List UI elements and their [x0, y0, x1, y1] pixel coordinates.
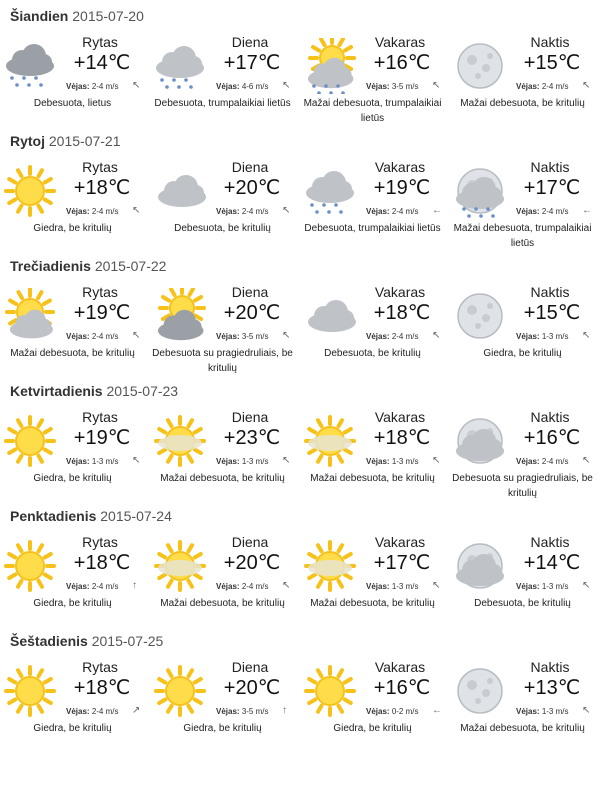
temperature: +17℃: [373, 552, 431, 574]
period-name: Rytas: [82, 659, 118, 675]
weather-description: Debesuota, be kritulių: [474, 598, 571, 609]
wind-label: Vėjas:: [516, 707, 540, 716]
day-date: 2015-07-22: [94, 258, 167, 274]
wind-label: Vėjas:: [366, 207, 390, 216]
wind-direction-icon: ↑: [132, 580, 137, 591]
day-name: Šeštadienis: [10, 633, 88, 649]
wind-info: [216, 582, 268, 591]
sun-cloud-icon: [2, 288, 58, 344]
wind-label: Vėjas:: [366, 332, 390, 341]
period-name: Vakaras: [374, 534, 426, 550]
wind-label: Vėjas:: [516, 457, 540, 466]
light-rain-cloud-icon: [152, 38, 208, 94]
weather-description: Debesuota, trumpalaikiai lietūs: [154, 98, 291, 109]
period-name: Diena: [231, 34, 269, 50]
period-forecast: [450, 284, 595, 374]
period-name: Rytas: [82, 534, 118, 550]
wind-info: [366, 82, 418, 91]
sun-cloud-rain-icon: [302, 38, 358, 94]
wind-info: [366, 332, 418, 341]
wind-direction-icon: ↖: [432, 580, 441, 591]
wind-label: Vėjas:: [216, 457, 240, 466]
temperature: +20℃: [223, 552, 281, 574]
temperature: +19℃: [73, 427, 131, 449]
wind-label: Vėjas:: [66, 457, 90, 466]
wind-speed: 2-4 m/s: [91, 707, 119, 716]
temperature: +18℃: [373, 302, 431, 324]
wind-info: [66, 207, 118, 216]
wind-info: [516, 457, 568, 466]
period-name: Vakaras: [374, 284, 426, 300]
temperature: +14℃: [73, 52, 131, 74]
light-rain-cloud-icon: [302, 163, 358, 219]
period-name: Vakaras: [374, 409, 426, 425]
period-name: Diena: [231, 659, 269, 675]
period-name: Diena: [231, 159, 269, 175]
wind-direction-icon: ↖: [582, 580, 591, 591]
wind-speed: 0-2 m/s: [391, 707, 419, 716]
wind-label: Vėjas:: [516, 582, 540, 591]
period-name: Rytas: [82, 409, 118, 425]
period-forecast: [0, 159, 145, 249]
wind-speed: 1-3 m/s: [91, 457, 119, 466]
wind-label: Vėjas:: [66, 582, 90, 591]
wind-info: [216, 332, 268, 341]
wind-direction-icon: ←: [432, 205, 442, 216]
period-forecast: [0, 409, 145, 499]
temperature: +16℃: [523, 427, 581, 449]
period-forecast: [150, 159, 295, 249]
wind-speed: 2-4 m/s: [91, 207, 119, 216]
weather-description: Mažai debesuota, be kritulių: [160, 598, 285, 609]
wind-label: Vėjas:: [216, 582, 240, 591]
wind-speed: 1-3 m/s: [391, 582, 419, 591]
day-name: Ketvirtadienis: [10, 383, 103, 399]
moon-cloud-icon: [452, 413, 508, 469]
period-name: Naktis: [530, 659, 570, 675]
wind-direction-icon: ↖: [132, 330, 141, 341]
wind-speed: 2-4 m/s: [91, 582, 119, 591]
weather-description: Giedra, be kritulių: [33, 223, 112, 234]
wind-speed: 2-4 m/s: [541, 82, 569, 91]
weather-description: Debesuota, be kritulių: [174, 223, 271, 234]
day-heading: [10, 8, 144, 24]
day-heading: [10, 508, 172, 524]
weather-description: Mažai debesuota, be kritulių: [310, 598, 435, 609]
wind-label: Vėjas:: [216, 707, 240, 716]
day-date: 2015-07-25: [91, 633, 164, 649]
sun-haze-icon: [302, 413, 358, 469]
wind-info: [366, 707, 418, 716]
sun-icon: [2, 163, 58, 219]
sun-icon: [2, 663, 58, 719]
wind-label: Vėjas:: [66, 207, 90, 216]
wind-direction-icon: ↖: [282, 80, 291, 91]
temperature: +18℃: [73, 677, 131, 699]
wind-speed: 2-4 m/s: [541, 457, 569, 466]
day-name: Trečiadienis: [10, 258, 91, 274]
wind-info: [516, 207, 568, 216]
period-name: Rytas: [82, 159, 118, 175]
period-name: Rytas: [82, 284, 118, 300]
moon-cloud-rain-icon: [452, 163, 508, 219]
weather-description: Debesuota su pragiedruliais, be kritulių: [452, 473, 593, 499]
wind-direction-icon: ↖: [582, 455, 591, 466]
wind-speed: 2-4 m/s: [541, 207, 569, 216]
day-heading: [10, 633, 163, 649]
wind-label: Vėjas:: [366, 82, 390, 91]
period-forecast: [0, 659, 145, 749]
sun-haze-icon: [152, 538, 208, 594]
wind-direction-icon: ↖: [282, 205, 291, 216]
wind-speed: 2-4 m/s: [241, 582, 269, 591]
weather-description: Debesuota su pragiedruliais, be kritulių: [152, 348, 293, 374]
period-name: Naktis: [530, 409, 570, 425]
wind-info: [66, 582, 118, 591]
period-forecast: [150, 659, 295, 749]
forecast-day: [0, 375, 600, 500]
period-name: Vakaras: [374, 159, 426, 175]
weather-description: Giedra, be kritulių: [183, 723, 262, 734]
wind-label: Vėjas:: [516, 332, 540, 341]
period-name: Diena: [231, 409, 269, 425]
weather-description: Giedra, be kritulių: [33, 473, 112, 484]
wind-speed: 3-5 m/s: [241, 707, 269, 716]
weather-description: Debesuota, lietus: [33, 98, 112, 109]
wind-direction-icon: ↖: [282, 580, 291, 591]
wind-info: [216, 82, 268, 91]
wind-direction-icon: ↖: [282, 455, 291, 466]
weather-description: Giedra, be kritulių: [33, 598, 112, 609]
wind-label: Vėjas:: [216, 332, 240, 341]
period-forecast: [450, 534, 595, 624]
temperature: +20℃: [223, 177, 281, 199]
wind-direction-icon: ↖: [132, 455, 141, 466]
period-forecast: [300, 34, 445, 124]
wind-label: Vėjas:: [66, 332, 90, 341]
wind-label: Vėjas:: [366, 707, 390, 716]
period-name: Vakaras: [374, 659, 426, 675]
wind-speed: 2-4 m/s: [91, 82, 119, 91]
wind-speed: 2-4 m/s: [391, 332, 419, 341]
weather-description: Mažai debesuota, be kritulių: [160, 473, 285, 484]
day-date: 2015-07-21: [48, 133, 121, 149]
wind-label: Vėjas:: [366, 582, 390, 591]
day-date: 2015-07-24: [100, 508, 172, 524]
moon-clear-icon: [452, 38, 508, 94]
wind-speed: 1-3 m/s: [541, 332, 569, 341]
wind-info: [66, 332, 118, 341]
day-date: 2015-07-23: [106, 383, 179, 399]
wind-direction-icon: ↖: [132, 205, 141, 216]
period-forecast: [150, 284, 295, 374]
temperature: +15℃: [523, 302, 581, 324]
moon-clear-icon: [452, 663, 508, 719]
sun-icon: [2, 538, 58, 594]
wind-speed: 1-3 m/s: [391, 457, 419, 466]
forecast-day: [0, 0, 600, 125]
wind-direction-icon: ↖: [282, 330, 291, 341]
wind-speed: 2-4 m/s: [241, 207, 269, 216]
weather-description: Debesuota, trumpalaikiai lietūs: [304, 223, 441, 234]
period-forecast: [150, 409, 295, 499]
wind-direction-icon: ↖: [582, 80, 591, 91]
period-name: Naktis: [530, 159, 570, 175]
rain-cloud-icon: [2, 38, 58, 94]
day-heading: [10, 383, 178, 399]
wind-direction-icon: ↖: [582, 330, 591, 341]
period-forecast: [300, 159, 445, 249]
wind-info: [366, 582, 418, 591]
weather-description: Mažai debesuota, trumpalaikiai lietūs: [303, 98, 442, 124]
temperature: +13℃: [523, 677, 581, 699]
cloud-icon: [152, 163, 208, 219]
weather-description: Giedra, be kritulių: [333, 723, 412, 734]
weather-description: Debesuota, be kritulių: [324, 348, 421, 359]
wind-label: Vėjas:: [516, 82, 540, 91]
moon-clear-icon: [452, 288, 508, 344]
period-name: Vakaras: [374, 34, 426, 50]
wind-speed: 2-4 m/s: [91, 332, 119, 341]
period-forecast: [300, 409, 445, 499]
wind-direction-icon: ↖: [582, 705, 591, 716]
weather-description: Mažai debesuota, be kritulių: [460, 98, 585, 109]
wind-info: [66, 82, 118, 91]
wind-direction-icon: ↖: [432, 80, 441, 91]
wind-direction-icon: ←: [432, 705, 442, 716]
wind-direction-icon: ↗: [132, 705, 141, 716]
wind-direction-icon: ←: [582, 205, 592, 216]
wind-direction-icon: ↖: [432, 455, 441, 466]
wind-label: Vėjas:: [216, 207, 240, 216]
wind-info: [216, 457, 268, 466]
wind-info: [66, 707, 118, 716]
wind-info: [516, 82, 568, 91]
period-forecast: [0, 34, 145, 124]
period-forecast: [300, 659, 445, 749]
sun-haze-icon: [302, 538, 358, 594]
weather-description: Mažai debesuota, be kritulių: [10, 348, 135, 359]
period-forecast: [450, 159, 595, 249]
period-name: Naktis: [530, 534, 570, 550]
sun-icon: [152, 663, 208, 719]
sun-icon: [302, 663, 358, 719]
day-name: Šiandien: [10, 8, 69, 24]
wind-info: [366, 207, 418, 216]
wind-speed: 3-5 m/s: [241, 332, 269, 341]
wind-label: Vėjas:: [216, 82, 240, 91]
wind-label: Vėjas:: [66, 82, 90, 91]
temperature: +16℃: [373, 52, 431, 74]
forecast-day: [0, 500, 600, 625]
day-date: 2015-07-20: [72, 8, 144, 24]
wind-label: Vėjas:: [516, 207, 540, 216]
wind-direction-icon: ↖: [132, 80, 141, 91]
period-name: Diena: [231, 284, 269, 300]
forecast-day: [0, 625, 600, 750]
temperature: +20℃: [223, 302, 281, 324]
temperature: +20℃: [223, 677, 281, 699]
temperature: +15℃: [523, 52, 581, 74]
wind-info: [516, 582, 568, 591]
forecast-day: [0, 250, 600, 375]
temperature: +14℃: [523, 552, 581, 574]
wind-direction-icon: ↖: [432, 330, 441, 341]
sun-icon: [2, 413, 58, 469]
wind-info: [366, 457, 418, 466]
cloud-icon: [302, 288, 358, 344]
wind-label: Vėjas:: [366, 457, 390, 466]
temperature: +16℃: [373, 677, 431, 699]
period-forecast: [450, 659, 595, 749]
temperature: +23℃: [223, 427, 281, 449]
temperature: +17℃: [223, 52, 281, 74]
period-name: Naktis: [530, 284, 570, 300]
day-name: Penktadienis: [10, 508, 97, 524]
period-forecast: [450, 34, 595, 124]
weather-description: Mažai debesuota, be kritulių: [310, 473, 435, 484]
temperature: +18℃: [373, 427, 431, 449]
temperature: +18℃: [73, 552, 131, 574]
wind-label: Vėjas:: [66, 707, 90, 716]
wind-speed: 1-3 m/s: [241, 457, 269, 466]
day-name: Rytoj: [10, 133, 45, 149]
forecast-day: [0, 125, 600, 250]
weather-description: Mažai debesuota, trumpalaikiai lietūs: [453, 223, 592, 249]
day-heading: [10, 258, 166, 274]
wind-speed: 1-3 m/s: [541, 707, 569, 716]
wind-speed: 3-5 m/s: [391, 82, 419, 91]
sun-haze-icon: [152, 413, 208, 469]
period-name: Naktis: [530, 34, 570, 50]
period-forecast: [0, 284, 145, 374]
wind-speed: 2-4 m/s: [391, 207, 419, 216]
wind-info: [516, 707, 568, 716]
temperature: +19℃: [73, 302, 131, 324]
temperature: +18℃: [73, 177, 131, 199]
weather-description: Giedra, be kritulių: [33, 723, 112, 734]
moon-cloud-icon: [452, 538, 508, 594]
sun-cloud-thunder-icon: [152, 288, 208, 344]
period-forecast: [150, 534, 295, 624]
period-forecast: [450, 409, 595, 499]
day-heading: [10, 133, 121, 149]
wind-info: [66, 457, 118, 466]
period-name: Diena: [231, 534, 269, 550]
wind-direction-icon: ↑: [282, 705, 287, 716]
period-forecast: [300, 534, 445, 624]
temperature: +17℃: [523, 177, 581, 199]
period-forecast: [0, 534, 145, 624]
temperature: +19℃: [373, 177, 431, 199]
wind-speed: 1-3 m/s: [541, 582, 569, 591]
period-forecast: [300, 284, 445, 374]
weather-description: Giedra, be kritulių: [483, 348, 562, 359]
weather-description: Mažai debesuota, be kritulių: [460, 723, 585, 734]
wind-info: [516, 332, 568, 341]
period-name: Rytas: [82, 34, 118, 50]
wind-speed: 4-6 m/s: [241, 82, 269, 91]
period-forecast: [150, 34, 295, 124]
wind-info: [216, 207, 268, 216]
wind-info: [216, 707, 268, 716]
